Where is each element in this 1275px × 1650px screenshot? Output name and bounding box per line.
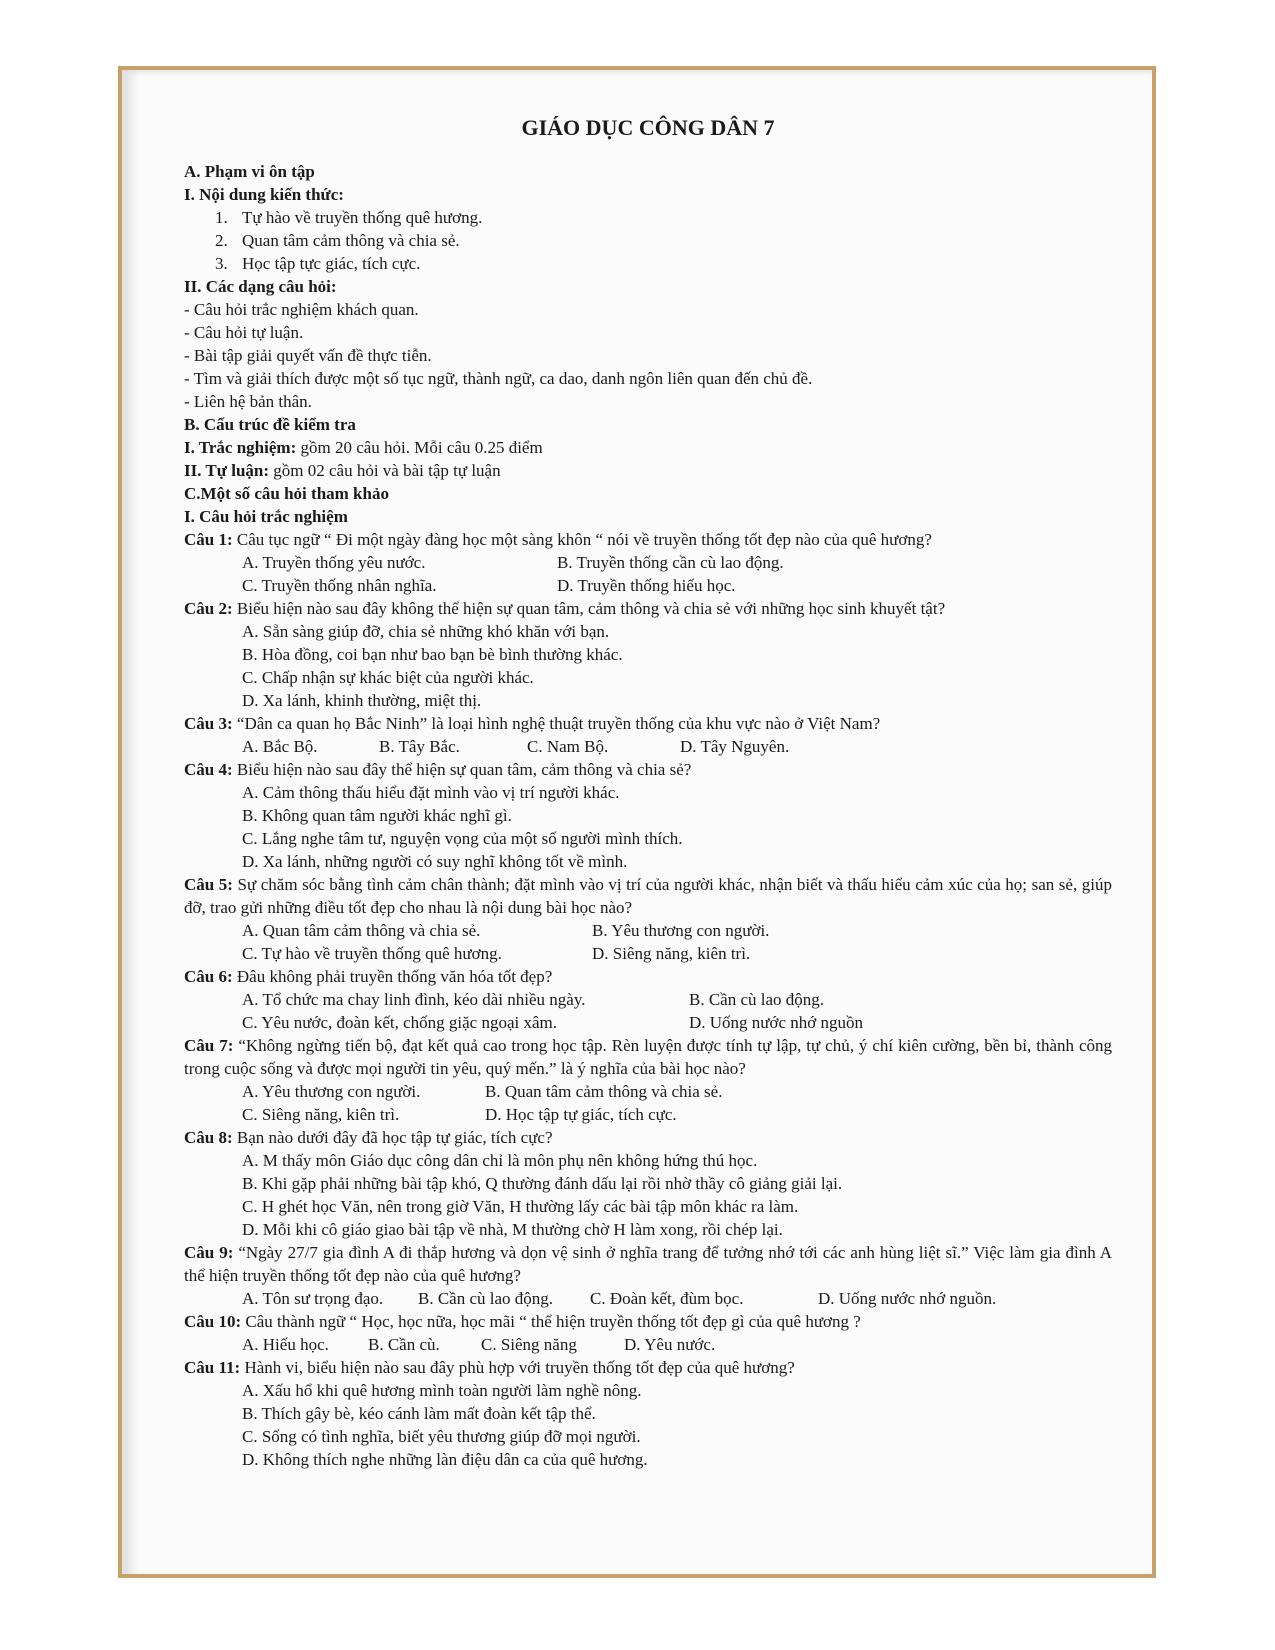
- question-stem: Câu 11: Hành vi, biểu hiện nào sau đây phù hợp với truyền thống tốt đẹp của quê hương?: [184, 1358, 795, 1377]
- answer-option: A. Cảm thông thấu hiểu đặt mình vào vị trí người khác.: [242, 783, 620, 802]
- answer-option: D. Yêu nước.: [624, 1335, 716, 1354]
- answer-option: C. Yêu nước, đoàn kết, chống giặc ngoại xâm.: [242, 1013, 557, 1032]
- answer-option: A. Bắc Bộ.: [242, 737, 318, 756]
- answer-option: D. Truyền thống hiếu học.: [557, 576, 736, 595]
- answer-row: [184, 942, 1112, 965]
- part1-heading: I. Nội dung kiến thức:: [184, 185, 344, 204]
- section-b-heading: B. Cấu trúc đề kiểm tra: [184, 415, 356, 434]
- answer-row: [184, 1080, 1112, 1103]
- part2-item: - Tìm và giải thích được một số tục ngữ, thành ngữ, ca dao, danh ngôn liên quan đến chủ đề.: [184, 369, 813, 388]
- answer-option: A. Hiếu học.: [242, 1335, 329, 1354]
- answer-row: [184, 988, 1112, 1011]
- answer-option: A. Tôn sư trọng đạo.: [242, 1289, 384, 1308]
- answer-option: D. Xa lánh, khinh thường, miệt thị.: [242, 691, 482, 710]
- answer-option: D. Siêng năng, kiên trì.: [592, 944, 751, 963]
- answer-option: B. Không quan tâm người khác nghĩ gì.: [242, 806, 512, 825]
- question-stem: Câu 7: “Không ngừng tiến bộ, đạt kết quả cao trong học tập. Rèn luyện được tính tự lập, tự chủ, ý chí kiên cường, bền bỉ, thành công trong cuộc sống và được mọi người tin yêu, quý mến.” là ý nghĩa của bài học nào?: [184, 1036, 1112, 1078]
- answer-option: B. Cần cù lao động.: [418, 1289, 554, 1308]
- question-stem: Câu 9: “Ngày 27/7 gia đình A đi thắp hương và dọn vệ sinh ở nghĩa trang để tưởng nhớ tới các anh hùng liệt sĩ.” Việc làm gia đình A thể hiện truyền thống tốt đẹp nào của quê hương?: [184, 1243, 1112, 1285]
- answer-option: D. Học tập tự giác, tích cực.: [485, 1105, 677, 1124]
- answer-option: C. H ghét học Văn, nên trong giờ Văn, H thường lấy các bài tập môn khác ra làm.: [242, 1197, 799, 1216]
- question-stem: Câu 3: “Dân ca quan họ Bắc Ninh” là loại hình nghệ thuật truyền thống của khu vực nào ở Việt Nam?: [184, 714, 881, 733]
- answer-option: B. Yêu thương con người.: [592, 921, 770, 940]
- part2-item: - Liên hệ bản thân.: [184, 392, 312, 411]
- part2-heading: II. Các dạng câu hỏi:: [184, 277, 337, 296]
- answer-row: [184, 735, 1112, 758]
- sheet-shadow-edge: [122, 70, 140, 1574]
- document-body: [184, 114, 1112, 1471]
- answer-row: [184, 1103, 1112, 1126]
- answer-row: [184, 1333, 1112, 1356]
- answer-option: D. Uống nước nhớ nguồn.: [818, 1289, 997, 1308]
- answer-option: D. Tây Nguyên.: [680, 737, 790, 756]
- answer-option: D. Xa lánh, những người có suy nghĩ không tốt về mình.: [242, 852, 628, 871]
- answer-option: B. Hòa đồng, coi bạn như bao bạn bè bình thường khác.: [242, 645, 623, 664]
- part2-item: - Câu hỏi tự luận.: [184, 323, 304, 342]
- section-c-heading: C.Một số câu hỏi tham khảo: [184, 484, 389, 503]
- answer-option: B. Cần cù lao động.: [689, 990, 825, 1009]
- section-a-heading: A. Phạm vi ôn tập: [184, 162, 315, 181]
- answer-option: B. Cần cù.: [368, 1335, 440, 1354]
- answer-row: [184, 1287, 1112, 1310]
- answer-option: C. Siêng năng: [481, 1335, 577, 1354]
- section-c-subheading: I. Câu hỏi trắc nghiệm: [184, 507, 348, 526]
- answer-option: D. Không thích nghe những làn điệu dân ca của quê hương.: [242, 1450, 648, 1469]
- document-title: GIÁO DỤC CÔNG DÂN 7: [521, 115, 775, 140]
- answer-option: B. Khi gặp phải những bài tập khó, Q thường đánh dấu lại rồi nhờ thầy cô giảng giải lại.: [242, 1174, 843, 1193]
- answer-option: A. Tổ chức ma chay linh đình, kéo dài nhiều ngày.: [242, 990, 586, 1009]
- answer-option: D. Mỗi khi cô giáo giao bài tập về nhà, M thường chờ H làm xong, rồi chép lại.: [242, 1220, 783, 1239]
- answer-option: B. Truyền thống cần cù lao động.: [557, 553, 784, 572]
- question-stem: Câu 4: Biểu hiện nào sau đây thể hiện sự quan tâm, cảm thông và chia sẻ?: [184, 760, 692, 779]
- answer-option: C. Sống có tình nghĩa, biết yêu thương giúp đỡ mọi người.: [242, 1427, 641, 1446]
- answer-option: C. Lắng nghe tâm tư, nguyện vọng của một số người mình thích.: [242, 829, 683, 848]
- part1-item: 2. Quan tâm cảm thông và chia sẻ.: [215, 231, 460, 250]
- answer-option: A. M thấy môn Giáo dục công dân chỉ là môn phụ nên không hứng thú học.: [242, 1151, 758, 1170]
- answer-option: C. Tự hào về truyền thống quê hương.: [242, 944, 502, 963]
- question-stem: Câu 8: Bạn nào dưới đây đã học tập tự giác, tích cực?: [184, 1128, 553, 1147]
- answer-option: A. Truyền thống yêu nước.: [242, 553, 426, 572]
- question-stem: Câu 1: Câu tục ngữ “ Đi một ngày đàng học một sàng khôn “ nói về truyền thống tốt đẹp nào của quê hương?: [184, 530, 932, 549]
- answer-option: C. Đoàn kết, đùm bọc.: [590, 1289, 744, 1308]
- answer-option: A. Yêu thương con người.: [242, 1082, 421, 1101]
- question-stem: Câu 10: Câu thành ngữ “ Học, học nữa, học mãi “ thể hiện truyền thống tốt đẹp gì của quê hương ?: [184, 1312, 861, 1331]
- answer-row: [184, 919, 1112, 942]
- answer-option: B. Thích gây bè, kéo cánh làm mất đoàn kết tập thể.: [242, 1404, 596, 1423]
- part2-item: - Bài tập giải quyết vấn đề thực tiễn.: [184, 346, 432, 365]
- answer-row: [184, 574, 1112, 597]
- part2-item: - Câu hỏi trắc nghiệm khách quan.: [184, 300, 419, 319]
- answer-option: A. Xấu hổ khi quê hương mình toàn người làm nghề nông.: [242, 1381, 642, 1400]
- paper-sheet: [118, 66, 1156, 1578]
- answer-option: D. Uống nước nhớ nguồn: [689, 1013, 864, 1032]
- answer-option: B. Quan tâm cảm thông và chia sẻ.: [485, 1082, 723, 1101]
- part1-item: 3. Học tập tực giác, tích cực.: [215, 254, 421, 273]
- answer-option: B. Tây Bắc.: [379, 737, 460, 756]
- structure-line: II. Tự luận: gồm 02 câu hỏi và bài tập tự luận: [184, 461, 501, 480]
- answer-option: C. Siêng năng, kiên trì.: [242, 1105, 400, 1124]
- answer-option: A. Sẵn sàng giúp đỡ, chia sẻ những khó khăn với bạn.: [242, 622, 610, 641]
- question-stem: Câu 2: Biểu hiện nào sau đây không thể hiện sự quan tâm, cảm thông và chia sẻ với những học sinh khuyết tật?: [184, 599, 946, 618]
- part1-item: 1. Tự hào về truyền thống quê hương.: [215, 208, 483, 227]
- answer-option: C. Chấp nhận sự khác biệt của người khác.: [242, 668, 534, 687]
- answer-row: [184, 1011, 1112, 1034]
- question-stem: Câu 6: Đâu không phải truyền thống văn hóa tốt đẹp?: [184, 967, 553, 986]
- question-stem: Câu 5: Sự chăm sóc bằng tình cảm chân thành; đặt mình vào vị trí của người khác, nhận biết và thấu hiểu cảm xúc của họ; san sẻ, giúp đỡ, trao gửi những điều tốt đẹp cho nhau là nội dung bài học nào?: [184, 875, 1112, 917]
- answer-option: C. Nam Bộ.: [527, 737, 609, 756]
- structure-line: I. Trắc nghiệm: gồm 20 câu hỏi. Mỗi câu 0.25 điểm: [184, 438, 543, 457]
- answer-row: [184, 551, 1112, 574]
- answer-option: A. Quan tâm cảm thông và chia sẻ.: [242, 921, 481, 940]
- answer-option: C. Truyền thống nhân nghĩa.: [242, 576, 437, 595]
